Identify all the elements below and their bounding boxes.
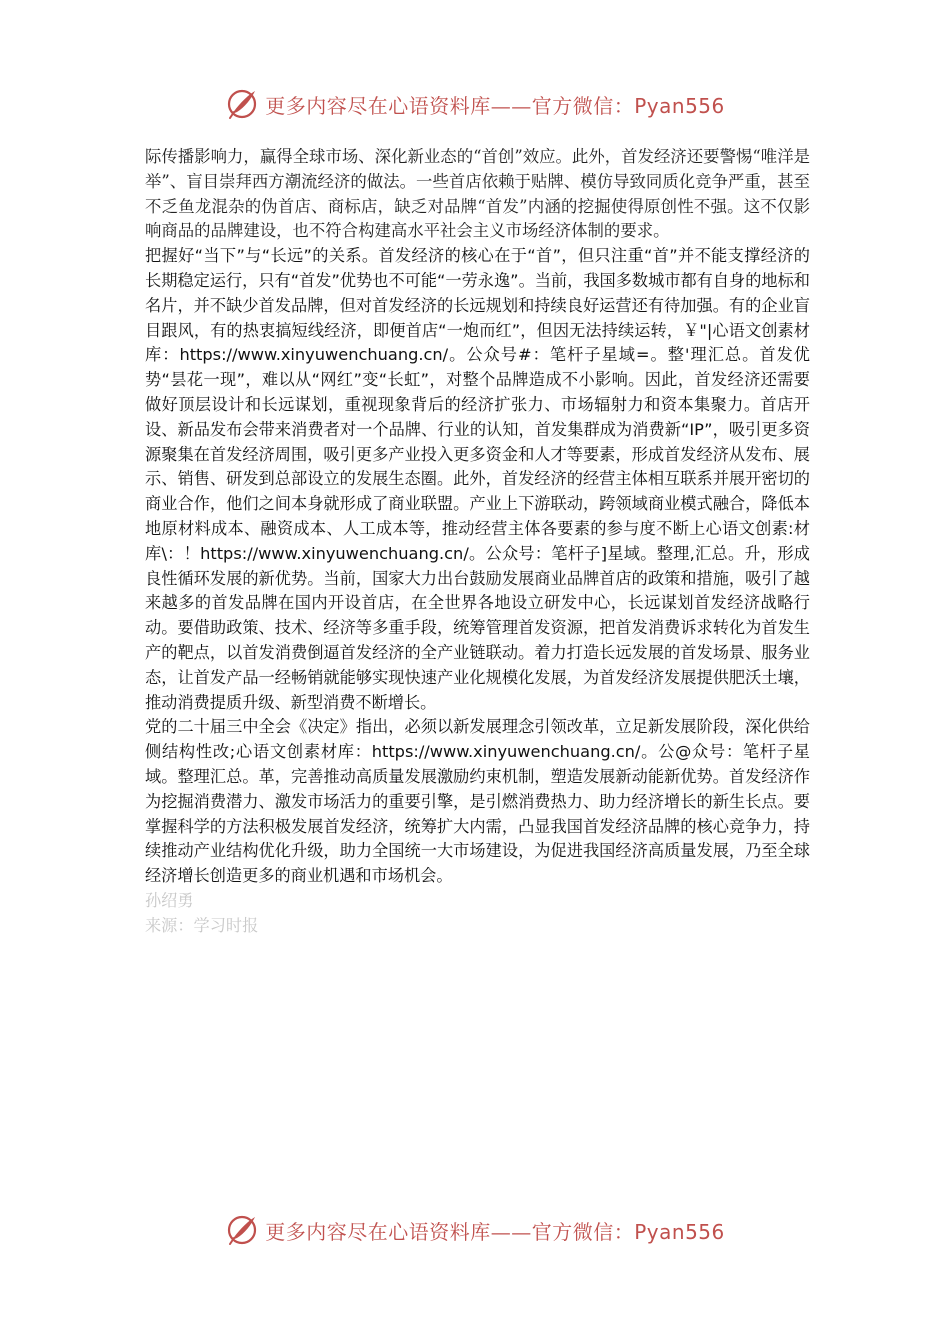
header-wechat-id: Pyan556: [634, 93, 725, 118]
footer-banner-label: 更多内容尽在心语资料库——官方微信：: [265, 1219, 635, 1244]
footer-banner-text: [265, 1216, 725, 1245]
header-banner-text: [265, 90, 725, 119]
footer-banner: [0, 1210, 950, 1250]
header-banner: [0, 84, 950, 124]
article-paragraph: 际传播影响力，赢得全球市场、深化新业态的“首创”效应。此外，首发经济还要警惕“唯洋是举”、盲目崇拜西方潮流经济的做法。一些首店依赖于贴牌、模仿导致同质化竞争严重，甚至不乏鱼龙混杂的伪首店、商标店，缺乏对品牌“首发”内涵的挖掘使得原创性不强。这不仅影响商品的品牌建设，也不符合构建高水平社会主义市场经济体制的要求。: [145, 147, 810, 241]
quill-pen-logo-icon: [225, 87, 259, 121]
quill-pen-logo-icon: [225, 1213, 259, 1247]
footer-wechat-id: Pyan556: [634, 1219, 725, 1244]
header-banner-label: 更多内容尽在心语资料库——官方微信：: [265, 93, 635, 118]
article-paragraph: 把握好“当下”与“长远”的关系。首发经济的核心在于“首”，但只注重“首”并不能支撑经济的长期稳定运行，只有“首发”优势也不可能“一劳永逸”。当前，我国多数城市都有自身的地标和名片，并不缺少首发品牌，但对首发经济的长远规划和持续良好运营还有待加强。有的企业盲目跟风，有的热衷搞短线经济，即便首店“一炮而红”，但因无法持续运转，￥"|心语文创素材库：https://www.xinyuwenchuang.cn/。公众号#：笔杆子星域=。整'理汇总。首发优势“昙花一现”，难以从“网红”变“长虹”，对整个品牌造成不小影响。因此，首发经济还需要做好顶层设计和长远谋划，重视现象背后的经济扩张力、市场辐射力和资本集聚力。首店开设、新品发布会带来消费者对一个品牌、行业的认知，首发集群成为消费新“IP”，吸引更多资源聚集在首发经济周围，吸引更多产业投入更多资金和人才等要素，形成首发经济从发布、展示、销售、研发到总部设立的发展生态圈。此外，首发经济的经营主体相互联系并展开密切的商业合作，他们之间本身就形成了商业联盟。产业上下游联动，跨领域商业模式融合，降低本地原材料成本、融资成本、人工成本等，推动经营主体各要素的参与度不断上心语文创素:材库\：！https://www.xinyuwenchuang.cn/。公众号：笔杆子]星域。整理,汇总。升，形成良性循环发展的新优势。当前，国家大力出台鼓励发展商业品牌首店的政策和措施，吸引了越来越多的首发品牌在国内开设首店，在全世界各地设立研发中心，长远谋划首发经济战略行动。要借助政策、技术、经济等多重手段，统筹管理首发资源，把首发消费诉求转化为首发生产的靶点，以首发消费倒逼首发经济的全产业链联动。着力打造长远发展的首发场景、服务业态，让首发产品一经畅销就能够实现快速产业化规模化发展，为首发经济发展提供肥沃土壤，推动消费提质升级、新型消费不断增长。: [145, 246, 810, 712]
article-paragraph: 党的二十届三中全会《决定》指出，必须以新发展理念引领改革，立足新发展阶段，深化供给侧结构性改;心语文创素材库：https://www.xinyuwenchuang.cn/。公@众号：笔杆子星域。整理汇总。革，完善推动高质量发展激励约束机制，塑造发展新动能新优势。首发经济作为挖掘消费潜力、激发市场活力的重要引擎，是引燃消费热力、助力经济增长的新生长点。要掌握科学的方法积极发展首发经济，统筹扩大内需，凸显我国首发经济品牌的核心竞争力，持续推动产业结构优化升级，助力全国统一大市场建设，为促进我国经济高质量发展，乃至全球经济增长创造更多的商业机遇和市场机会。: [145, 717, 810, 886]
article-author: 孙绍勇: [145, 890, 194, 910]
article-body: [145, 145, 810, 939]
article-source: 来源：学习时报: [145, 915, 259, 935]
